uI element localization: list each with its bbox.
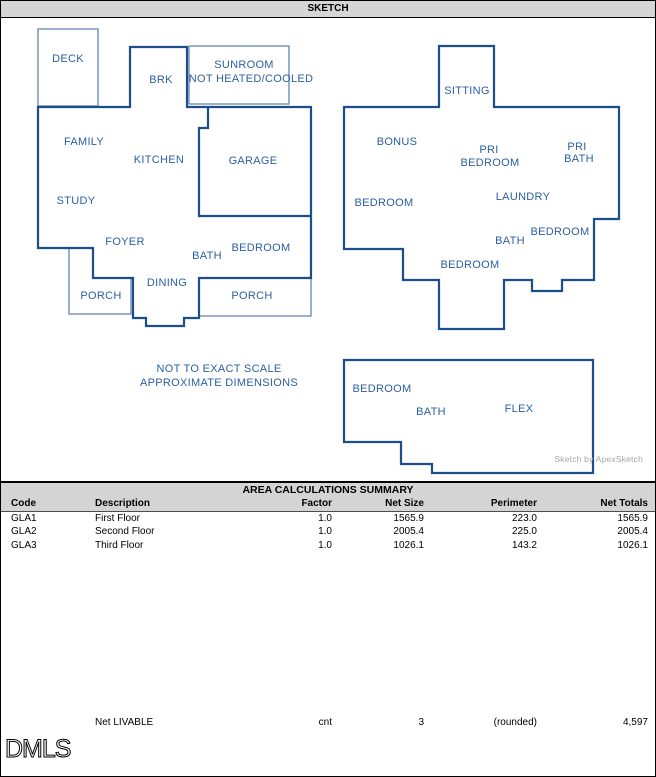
cell-perimeter: 143.2 — [511, 540, 537, 551]
col-header-factor: Factor — [301, 498, 332, 509]
sketch-credit: Sketch by ApexSketch — [554, 454, 643, 464]
page-title: SKETCH — [307, 3, 349, 14]
cell-net-size: 1026.1 — [393, 540, 424, 551]
col-header-code: Code — [11, 498, 36, 509]
scale-note-line1: NOT TO EXACT SCALE — [156, 363, 282, 375]
room-label-sunroom: SUNROOM — [214, 59, 274, 71]
cell-factor: 1.0 — [318, 526, 332, 537]
room-label-porch-right: PORCH — [231, 290, 273, 302]
room-label-kitchen: KITCHEN — [133, 154, 185, 166]
room-label-laundry: LAUNDRY — [495, 191, 551, 203]
cell-net-size: 2005.4 — [393, 526, 424, 537]
room-label-bedroom-f1: BEDROOM — [231, 242, 291, 254]
table-header-row — [1, 498, 655, 511]
col-header-perimeter: Perimeter — [490, 498, 537, 509]
room-label-dining: DINING — [146, 277, 188, 289]
cell-perimeter: 225.0 — [511, 526, 537, 537]
room-label-bonus: BONUS — [376, 136, 418, 148]
col-header-net-size: Net Size — [385, 498, 424, 509]
room-label-flex: FLEX — [504, 403, 534, 415]
table-row — [1, 526, 655, 539]
room-label-bedroom-f2-bottom: BEDROOM — [440, 259, 500, 271]
cell-code: GLA1 — [11, 513, 37, 524]
room-label-bedroom-f2-right: BEDROOM — [530, 226, 590, 238]
table-row — [1, 513, 655, 526]
totals-unit: cnt — [318, 717, 332, 728]
room-label-pri-bath-1: PRI — [567, 141, 587, 153]
totals-row — [1, 717, 655, 730]
room-label-study: STUDY — [56, 195, 96, 207]
room-label-foyer: FOYER — [105, 236, 145, 248]
scale-note-line2: APPROXIMATE DIMENSIONS — [140, 377, 298, 389]
room-label-bedroom-f3: BEDROOM — [352, 383, 412, 395]
cell-description: Second Floor — [95, 526, 155, 537]
room-label-pri-bath-2: BATH — [564, 153, 594, 165]
cell-code: GLA2 — [11, 526, 37, 537]
cell-factor: 1.0 — [318, 513, 332, 524]
room-label-garage: GARAGE — [228, 155, 278, 167]
room-label-deck: DECK — [52, 53, 84, 65]
room-label-porch-left: PORCH — [80, 290, 122, 302]
cell-perimeter: 223.0 — [511, 513, 537, 524]
room-label-bath-f3: BATH — [416, 406, 446, 418]
cell-net-size: 1565.9 — [393, 513, 424, 524]
room-label-brk: BRK — [149, 74, 173, 86]
table-row — [1, 540, 655, 553]
room-label-pri-bedroom-1: PRI — [479, 144, 499, 156]
cell-description: First Floor — [95, 513, 140, 524]
deck-outline — [38, 29, 98, 106]
cell-description: Third Floor — [95, 540, 144, 551]
cell-net-totals: 2005.4 — [617, 526, 648, 537]
dmls-logo — [3, 731, 83, 765]
col-header-net-totals: Net Totals — [600, 498, 648, 509]
area-summary-band — [1, 482, 655, 512]
dmls-logo-text: DMLS — [5, 735, 71, 763]
room-label-bath-f1: BATH — [192, 250, 222, 262]
cell-code: GLA3 — [11, 540, 37, 551]
room-label-sunroom-note: NOT HEATED/COOLED — [188, 73, 314, 85]
room-label-family: FAMILY — [63, 136, 105, 148]
floorplan-svg — [1, 18, 656, 482]
cell-factor: 1.0 — [318, 540, 332, 551]
room-label-bath-f2: BATH — [495, 235, 525, 247]
totals-count: 3 — [418, 717, 424, 728]
cell-net-totals: 1565.9 — [617, 513, 648, 524]
totals-note: (rounded) — [493, 717, 537, 728]
room-label-pri-bedroom-2: BEDROOM — [460, 157, 520, 169]
totals-value: 4,597 — [622, 717, 648, 728]
sketch-header-bar — [1, 1, 655, 18]
col-header-description: Description — [95, 498, 151, 509]
cell-net-totals: 1026.1 — [617, 540, 648, 551]
totals-label: Net LIVABLE — [95, 717, 154, 728]
sketch-canvas — [1, 18, 655, 482]
room-label-bedroom-f2-left: BEDROOM — [354, 197, 414, 209]
area-summary-title: AREA CALCULATIONS SUMMARY — [242, 484, 414, 496]
room-label-sitting: SITTING — [444, 85, 490, 97]
